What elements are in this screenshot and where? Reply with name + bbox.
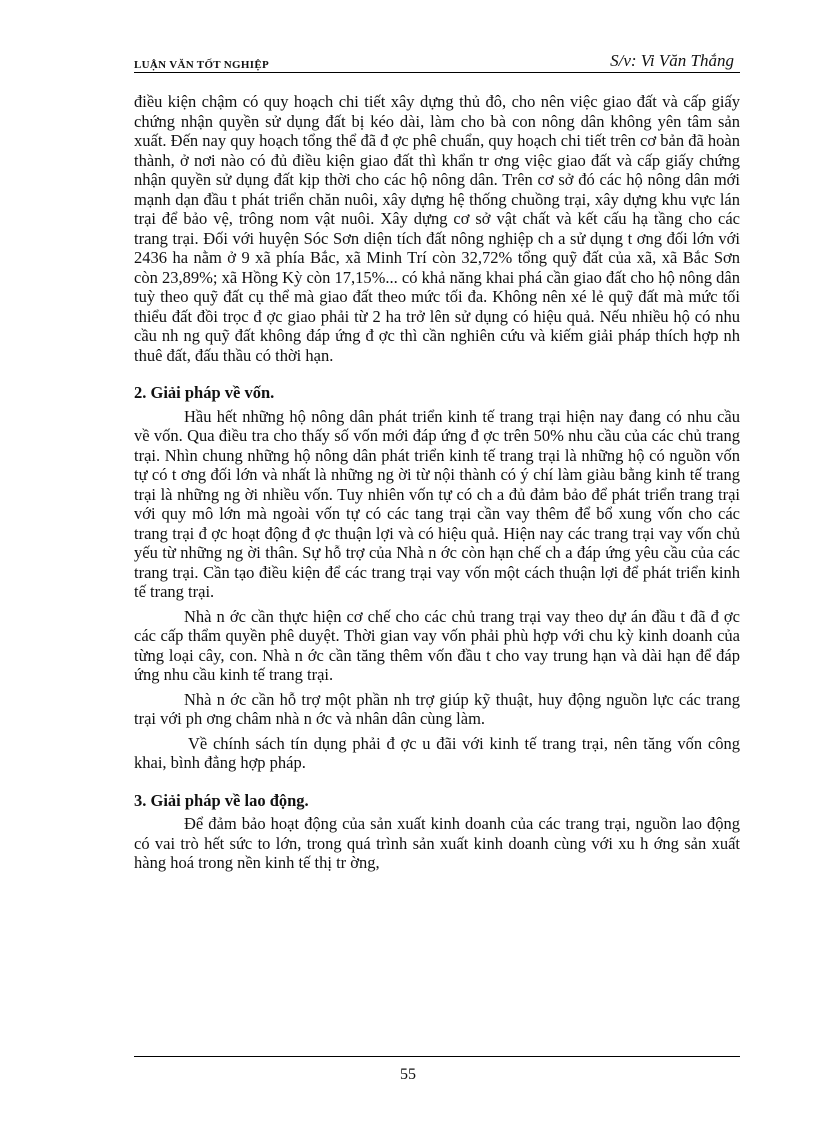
paragraph-state-support: Nhà n ớc cần hỗ trợ một phần nh trợ giúp kỹ thuật, huy động nguồn lực các trang trại với ph ơng châm nhà n ớc và nhân dân cùng làm. [134, 689, 740, 728]
footer-divider [134, 1056, 740, 1057]
section-heading-labor: 3. Giải pháp về lao động. [134, 790, 309, 810]
header-student-name: S/v: Vi Văn Thắng [610, 51, 734, 70]
section-heading-capital: 2. Giải pháp về vốn. [134, 383, 275, 402]
paragraph-state-loans: Nhà n ớc cần thực hiện cơ chế cho các chủ trang trại vay theo dự án đầu t đã đ ợc các cấp thẩm quyền phê duyệt. Thời gian vay vốn phải phù hợp với chu kỳ kinh doanh của từng loại cây, con. Nhà n ớc cần tăng thêm vốn đầu t cho vay trung hạn và dài hạn để đáp ứng nhu cầu kinh tế trang trại. [134, 606, 740, 684]
paragraph-land-allocation: điều kiện chậm có quy hoạch chi tiết xây dựng thủ đô, cho nên việc giao đất và cấp giấy chứng nhận quyền sử dụng đất bị kéo dài, làm cho bà con nông dân không yên tâm sản xuất. Đến nay quy hoạch tổng thể đã đ ợc phê chuẩn, quy hoạch chi tiết trên cơ bản đã hoàn thành, ở nơi nào có đủ điều kiện giao đất thì khẩn tr ơng việc giao đất và cấp giấy chứng nhận quyền sử dụng đất kịp thời cho các hộ nông dân. Trên cơ sở đó các hộ nông dân mới mạnh dạn đầu t phát triển chăn nuôi, xây dựng hệ thống chuồng trại, xây dựng khu vực lán trại để bảo vệ, trông nom vật nuôi. Xây dựng cơ sở vật chất và kết cấu hạ tầng cho các trang trại. Đối với huyện Sóc Sơn diện tích đất nông nghiệp ch a sử dụng t ơng đối lớn với 2436 ha nằm ở 9 xã phía Bắc, xã Minh Trí còn 32,72% tổng quỹ đất của xã, xã Bắc Sơn còn 23,89%; xã Hồng Kỳ còn 17,15%... có khả năng khai phá cần giao đất cho hộ nông dân tuỳ theo quỹ đất cụ thể mà giao đất theo mức tối đa. Không nên xé lẻ quỹ đất mà mức tối thiểu đất đồi trọc đ ợc giao phải từ 2 ha trở lên sử dụng có hiệu quả. Nếu nhiều hộ có nhu cầu nh ng quỹ đất không đáp ứng đ ợc thì cần nghiên cứu và kiếm giải pháp thích hợp nh thuê đất, đấu thầu có thời hạn. [134, 92, 740, 365]
paragraph-labor: Để đảm bảo hoạt động của sản xuất kinh doanh của các trang trại, nguồn lao động có vai trò hết sức to lớn, trong quá trình sản xuất kinh doanh cùng với xu h ớng sản xuất hàng hoá trong nền kinh tế thị tr ờng, [134, 814, 740, 872]
page-body [134, 92, 740, 878]
header-thesis-title: LUẬN VĂN TỐT NGHIỆP [134, 59, 269, 71]
paragraph-capital-needs: Hầu hết những hộ nông dân phát triển kinh tế trang trại hiện nay đang có nhu cầu về vốn. Qua điều tra cho thấy số vốn mới đáp ứng đ ợc trên 50% nhu cầu của các chủ trang trại. Nhìn chung những hộ nông dân phát triển kinh tế trang trại là những hộ có nguồn vốn tự có t ơng đối lớn và nhất là những ng ời từ nội thành có ý chí làm giàu bằng kinh tế trang trại là những ng ời nhiều vốn. Tuy nhiên vốn tự có ch a đủ đảm bảo để phát triển trang trại với quy mô lớn mà ngoài vốn tự có các tang trại cần vay thêm để bổ xung vốn cho các trang trại đ ợc hoạt động đ ợc thuận lợi và có hiệu quả. Hiện nay các trang trại vay vốn chủ yếu từ những ng ời thân. Sự hỗ trợ của Nhà n ớc còn hạn chế ch a đáp ứng yêu cầu của các trang trại. Cần tạo điều kiện để các trang trại vay vốn một cách thuận lợi để phát triển kinh tế trang trại. [134, 406, 740, 601]
paragraph-credit-policy: Về chính sách tín dụng phải đ ợc u đãi với kinh tế trang trại, nên tăng vốn công khai, bình đẳng hợp pháp. [134, 733, 740, 772]
page-header [134, 48, 740, 73]
page-number: 55 [400, 1066, 416, 1083]
